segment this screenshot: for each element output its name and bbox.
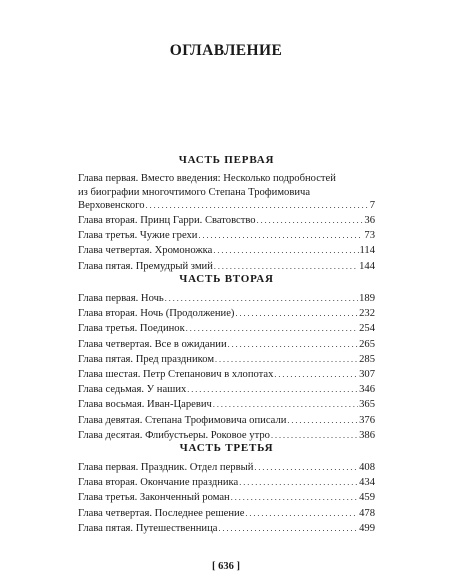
- entry-page-number: 365: [359, 399, 375, 411]
- entry-label: Глава третья. Чужие грехи: [78, 230, 198, 242]
- entry-label-line: из биографии многочтимого Степана Трофимовича: [78, 186, 311, 198]
- entry-label: Глава восьмая. Иван-Царевич: [78, 399, 212, 411]
- part-title: ЧАСТЬ ВТОРАЯ: [179, 273, 274, 285]
- dot-leader: [239, 475, 358, 490]
- toc-entry[interactable]: [78, 460, 375, 475]
- toc-entry[interactable]: [78, 490, 375, 505]
- entry-label: Глава пятая. Пред праздником: [78, 353, 215, 365]
- dot-leader: [287, 413, 358, 428]
- entry-label: Глава шестая. Петр Степанович в хлопотах: [78, 368, 274, 380]
- toc-entry[interactable]: [78, 228, 375, 243]
- entry-label: Глава вторая. Принц Гарри. Сватовство: [78, 215, 256, 226]
- dot-leader: [257, 213, 364, 228]
- toc-entry[interactable]: [78, 172, 375, 213]
- dot-leader: [228, 337, 358, 352]
- toc-entry[interactable]: [78, 352, 375, 367]
- entry-page-number: 36: [364, 215, 375, 226]
- entry-label: Глава девятая. Степана Трофимовича описали: [78, 414, 287, 426]
- toc-entry[interactable]: [78, 475, 375, 490]
- dot-leader: [146, 199, 369, 213]
- entry-page-number: 478: [359, 507, 375, 519]
- dot-leader: [186, 321, 358, 336]
- toc-part-2: [78, 272, 375, 443]
- entry-page-number: 265: [359, 338, 375, 350]
- toc-entry[interactable]: [78, 243, 375, 258]
- dot-leader: [198, 228, 363, 243]
- page-title: ОГЛАВЛЕНИЕ: [169, 42, 283, 59]
- toc-part-1: [78, 153, 375, 274]
- entry-page-number: 285: [359, 353, 375, 365]
- entry-label: Глава вторая. Окончание праздника: [78, 477, 239, 489]
- entry-label: Глава третья. Поединок: [78, 323, 185, 335]
- entry-label: Глава первая. Праздник. Отдел первый: [78, 462, 254, 473]
- toc-entry[interactable]: [78, 321, 375, 336]
- entry-label: Глава пятая. Премудрый змий: [78, 260, 213, 272]
- dot-leader: [254, 460, 358, 475]
- entry-page-number: 459: [359, 492, 375, 504]
- part-title: ЧАСТЬ ТРЕТЬЯ: [179, 442, 274, 454]
- part-title: ЧАСТЬ ПЕРВАЯ: [178, 154, 275, 166]
- toc-entry[interactable]: [78, 506, 375, 521]
- entry-page-number: 434: [359, 477, 375, 489]
- dot-leader: [165, 291, 358, 306]
- page-number: [ 636 ]: [212, 561, 240, 572]
- entry-label: Глава пятая. Путешественница: [78, 522, 218, 534]
- dot-leader: [218, 521, 358, 536]
- dot-leader: [245, 506, 358, 521]
- entry-page-number: 189: [359, 293, 375, 304]
- dot-leader: [187, 382, 358, 397]
- dot-leader: [215, 352, 358, 367]
- entry-page-number: 346: [359, 384, 375, 396]
- entry-page-number: 7: [369, 200, 375, 211]
- entry-page-number: 499: [359, 522, 375, 534]
- entry-label: Глава седьмая. У наших: [78, 384, 187, 396]
- entry-label: Глава первая. Ночь: [78, 293, 164, 304]
- toc-entry[interactable]: [78, 367, 375, 382]
- entry-page-number: 408: [359, 462, 375, 473]
- entry-page-number: 232: [359, 308, 375, 320]
- toc-entry[interactable]: [78, 521, 375, 536]
- dot-leader: [213, 397, 358, 412]
- entry-label-line: Верховенского: [78, 200, 145, 211]
- entry-page-number: 307: [359, 368, 375, 380]
- entry-label: Глава четвертая. Все в ожидании: [78, 338, 227, 350]
- entry-page-number: 73: [364, 230, 375, 242]
- entry-page-number: 114: [359, 245, 375, 257]
- toc-entry[interactable]: [78, 382, 375, 397]
- dot-leader: [231, 490, 358, 505]
- entry-page-number: 144: [359, 260, 375, 272]
- entry-page-number: 386: [359, 429, 375, 441]
- entry-label: Глава десятая. Флибустьеры. Роковое утро: [78, 429, 270, 441]
- toc-entry[interactable]: [78, 213, 375, 228]
- entry-label: Глава четвертая. Хромоножка: [78, 245, 213, 257]
- entry-label: Глава третья. Законченный роман: [78, 492, 230, 504]
- dot-leader: [235, 306, 358, 321]
- entry-page-number: 254: [359, 323, 375, 335]
- entry-page-number: 376: [359, 414, 375, 426]
- toc-part-3: [78, 441, 375, 536]
- dot-leader: [213, 243, 358, 258]
- toc-entry[interactable]: [78, 337, 375, 352]
- toc-entry[interactable]: [78, 291, 375, 306]
- entry-label-line: Глава первая. Вместо введения: Несколько подробностей: [78, 173, 336, 184]
- toc-entry[interactable]: [78, 413, 375, 428]
- toc-entry[interactable]: [78, 306, 375, 321]
- toc-entry[interactable]: [78, 397, 375, 412]
- entry-label: Глава четвертая. Последнее решение: [78, 507, 245, 519]
- entry-label: Глава вторая. Ночь (Продолжение): [78, 308, 235, 320]
- dot-leader: [274, 367, 358, 382]
